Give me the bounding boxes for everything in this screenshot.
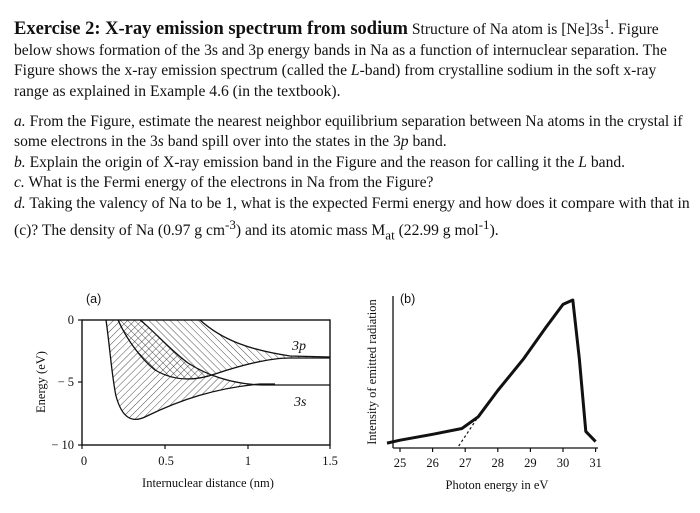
b-x-tick-label-31: 31	[589, 456, 602, 470]
question-d-text-3: (22.99 g mol	[394, 221, 479, 239]
x-tick-label-0: 0	[80, 454, 88, 468]
panel-b	[365, 292, 602, 492]
emission-curve	[387, 300, 596, 443]
question-a-text-1: From the Figure, estimate the nearest neighbor equilibrium separation between Na atoms in the crystal if some electrons in the 3	[14, 112, 683, 151]
intro-L: L	[350, 62, 360, 80]
x-tick-label-15: 1.5	[322, 454, 338, 468]
question-d-sup-2: -1	[478, 216, 490, 232]
intro-text-1: Structure of Na atom is [Ne]3s	[407, 21, 604, 39]
intro-text-2: . Figure below shows formation of the 3s and 3p energy bands in Na as a function of internuclear separation. The Figure shows the x-ray emission spectrum (called the	[14, 21, 667, 80]
figure	[0, 278, 700, 513]
b-x-tick-label-27: 27	[458, 456, 472, 470]
question-b-label: b.	[14, 153, 26, 171]
panel-a-label: (a)	[86, 292, 102, 306]
extrapolation-line	[459, 417, 479, 446]
question-a-label: a.	[14, 112, 26, 130]
exercise-intro	[14, 14, 690, 103]
x-tick-label-1: 1	[244, 454, 252, 468]
y-tick-label-minus5: − 5	[57, 375, 74, 389]
question-b-text-1: Explain the origin of X-ray emission band in the Figure and the reason for calling it the	[25, 153, 579, 171]
panel-a-xlabel: Internuclear distance (nm)	[142, 476, 274, 490]
question-d-text-1: Taking the valency of Na to be 1, what is the expected Fermi energy and how does it compare with that in (c)? The density of Na (0.97 g cm	[14, 194, 690, 239]
y-tick-label-minus10: − 10	[51, 438, 74, 452]
question-d-sup-1: -3	[225, 216, 236, 232]
question-c-text: What is the Fermi energy of the electrons in Na from the Figure?	[24, 174, 434, 192]
question-a-s: s	[157, 133, 164, 151]
b-x-tick-label-30: 30	[556, 456, 570, 470]
b-x-tick-label-29: 29	[524, 456, 537, 470]
question-c-label: c.	[14, 174, 25, 192]
exercise-text	[14, 14, 690, 245]
question-d-sub: at	[385, 226, 395, 242]
panel-b-ticks	[394, 448, 602, 470]
question-d	[14, 194, 690, 245]
band-label-3s: 3s	[294, 395, 307, 410]
question-a-text-3: band.	[408, 133, 447, 151]
intro-text-3: -band) from crystalline sodium in the soft x-ray range as explained in Example 4.6 (in the textbook).	[14, 62, 657, 100]
question-a	[14, 112, 690, 153]
figure-svg	[0, 278, 700, 513]
panel-a	[34, 292, 338, 490]
question-d-text-2: ) and its atomic mass M	[235, 221, 386, 239]
question-d-label: d.	[14, 194, 26, 212]
panel-b-ylabel: Intensity of emitted radiation	[365, 299, 379, 445]
question-a-text-2: band spill over into the states in the 3	[163, 133, 401, 151]
question-a-p: p	[400, 133, 409, 151]
band-label-3p: 3p	[292, 339, 306, 354]
question-d-text-4: ).	[489, 221, 499, 239]
panel-a-ylabel: Energy (eV)	[34, 351, 48, 413]
question-list	[14, 112, 690, 246]
b-x-tick-label-25: 25	[393, 456, 407, 470]
question-b	[14, 153, 690, 174]
b-x-tick-label-28: 28	[491, 456, 505, 470]
question-c	[14, 173, 690, 194]
exercise-title: Exercise 2: X-ray emission spectrum from sodium	[14, 19, 408, 40]
question-b-L: L	[578, 153, 587, 171]
b-x-tick-label-26: 26	[426, 456, 439, 470]
panel-b-label: (b)	[400, 292, 416, 306]
question-b-text-2: band.	[586, 153, 626, 171]
y-tick-label-0: 0	[67, 313, 74, 327]
x-tick-label-05: 0.5	[158, 454, 174, 468]
panel-b-xlabel: Photon energy in eV	[445, 478, 549, 492]
intro-superscript: 1	[603, 16, 611, 31]
